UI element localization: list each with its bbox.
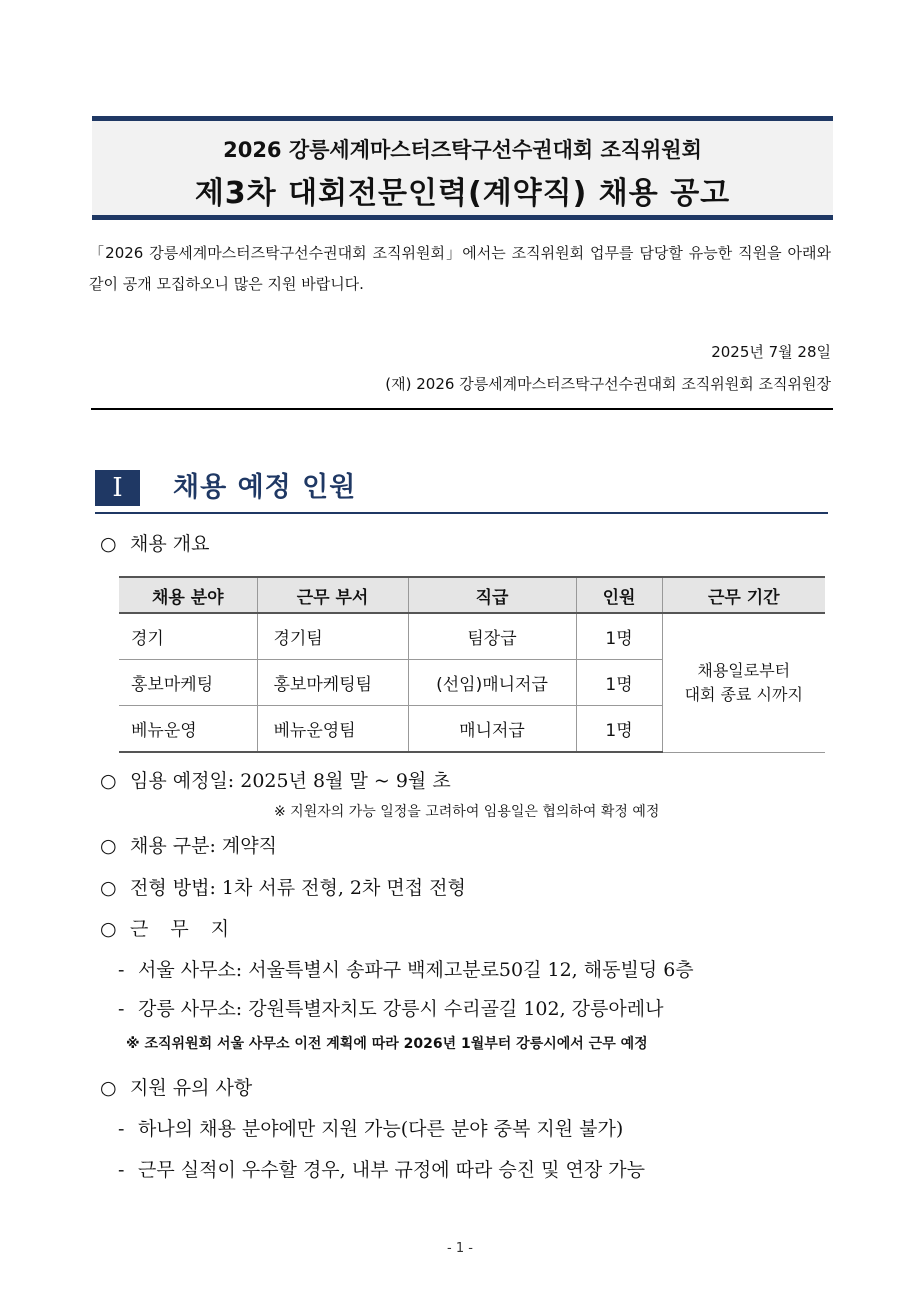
caution-item-1: - 하나의 채용 분야에만 지원 가능(다른 분야 중복 지원 불가) <box>118 1118 624 1140</box>
notice-issuer: (재) 2026 강릉세계마스터즈탁구선수권대회 조직위원회 조직위원장 <box>385 375 831 393</box>
count-cell: 1명 <box>576 706 662 753</box>
recruitment-table <box>119 576 825 753</box>
section-title: 채용 예정 인원 <box>173 472 357 503</box>
org-title: 2026 강릉세계마스터즈탁구선수권대회 조직위원회 <box>223 138 702 162</box>
count-cell: 1명 <box>576 660 662 706</box>
circle-bullet-icon: ○ <box>100 877 117 899</box>
divider <box>91 408 833 410</box>
bullet-workplace <box>100 914 237 941</box>
bullet-caution <box>100 1073 252 1100</box>
selection-text: 전형 방법: 1차 서류 전형, 2차 면접 전형 <box>130 877 466 899</box>
field-cell: 경기 <box>119 613 257 660</box>
workplace-seoul: - 서울 사무소: 서울특별시 송파구 백제고분로50길 12, 해동빌딩 6층 <box>118 959 694 981</box>
caution-2-text: 근무 실적이 우수할 경우, 내부 규정에 따라 승진 및 연장 가능 <box>138 1159 645 1181</box>
workplace-gangneung-text: 강릉 사무소: 강원특별자치도 강릉시 수리골길 102, 강릉아레나 <box>138 998 664 1020</box>
table-row <box>119 613 825 660</box>
grade-cell: (선임)매니저급 <box>408 660 576 706</box>
header-cell: 근무 기간 <box>662 577 825 613</box>
bullet-overview <box>100 529 209 556</box>
circle-bullet-icon: ○ <box>100 918 117 940</box>
header-cell: 인원 <box>576 577 662 613</box>
circle-bullet-icon: ○ <box>100 533 117 555</box>
page-number: - 1 - <box>447 1241 473 1256</box>
grade-cell: 매니저급 <box>408 706 576 753</box>
circle-bullet-icon: ○ <box>100 1077 117 1099</box>
grade-cell: 팀장급 <box>408 613 576 660</box>
period-cell <box>662 613 825 752</box>
bullet-selection <box>100 873 466 900</box>
notice-date: 2025년 7월 28일 <box>711 343 831 361</box>
overview-label: 채용 개요 <box>130 533 210 555</box>
appointment-note: ※ 지원자의 가능 일정을 고려하여 임용일은 협의하여 확정 예정 <box>274 804 660 820</box>
workplace-gangneung: - 강릉 사무소: 강원특별자치도 강릉시 수리골길 102, 강릉아레나 <box>118 998 664 1020</box>
section-underline <box>95 512 828 514</box>
workplace-seoul-text: 서울 사무소: 서울특별시 송파구 백제고분로50길 12, 해동빌딩 6층 <box>138 959 694 981</box>
field-cell: 베뉴운영 <box>119 706 257 753</box>
section-number: I <box>95 470 140 506</box>
period-line2: 대회 종료 시까지 <box>684 684 803 704</box>
bullet-appointment <box>100 766 451 793</box>
intro-paragraph: 「2026 강릉세계마스터즈탁구선수권대회 조직위원회」에서는 조직위원회 업무를 담당할 유능한 직원을 아래와 같이 공개 모집하오니 많은 지원 바랍니다. <box>89 244 831 293</box>
bullet-employment-type <box>100 831 277 858</box>
page-title: 제3차 대회전문인력(계약직) 채용 공고 <box>194 176 731 211</box>
circle-bullet-icon: ○ <box>100 770 117 792</box>
appointment-text: 임용 예정일: 2025년 8월 말 ~ 9월 초 <box>130 770 451 792</box>
count-cell: 1명 <box>576 613 662 660</box>
dept-cell: 베뉴운영팀 <box>257 706 408 753</box>
circle-bullet-icon: ○ <box>100 835 117 857</box>
dept-cell: 홍보마케팅팀 <box>257 660 408 706</box>
field-cell: 홍보마케팅 <box>119 660 257 706</box>
table-header-row <box>119 577 825 613</box>
caution-item-2: - 근무 실적이 우수할 경우, 내부 규정에 따라 승진 및 연장 가능 <box>118 1159 645 1181</box>
title-box <box>92 116 833 220</box>
caution-label: 지원 유의 사항 <box>130 1077 253 1099</box>
header-cell: 직급 <box>408 577 576 613</box>
workplace-note: ※ 조직위원회 서울 사무소 이전 계획에 따라 2026년 1월부터 강릉시에서 근무 예정 <box>126 1036 648 1052</box>
employment-type-text: 채용 구분: 계약직 <box>130 835 277 857</box>
caution-1-text: 하나의 채용 분야에만 지원 가능(다른 분야 중복 지원 불가) <box>138 1118 624 1140</box>
workplace-label: 근 무 지 <box>130 918 238 940</box>
header-cell: 채용 분야 <box>119 577 257 613</box>
period-line1: 채용일로부터 <box>697 660 791 680</box>
dept-cell: 경기팀 <box>257 613 408 660</box>
header-cell: 근무 부서 <box>257 577 408 613</box>
